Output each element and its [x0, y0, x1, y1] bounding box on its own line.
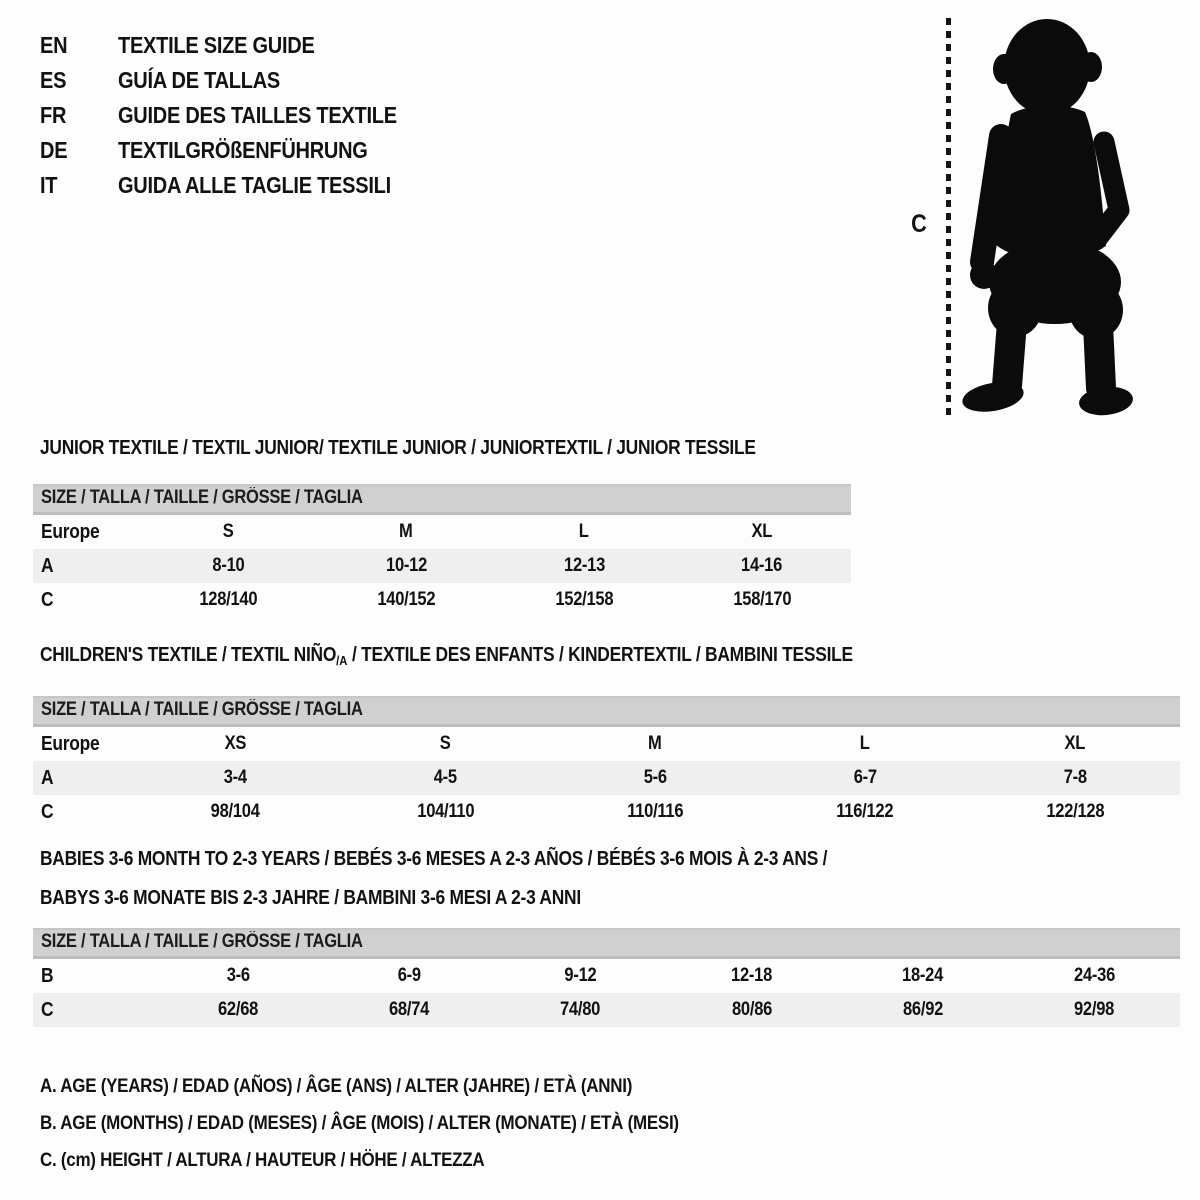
size-cell: 6-9 — [397, 965, 421, 986]
size-cell: 74/80 — [495, 993, 666, 1027]
size-cell: 10-12 — [317, 549, 495, 583]
children-section — [33, 645, 1180, 829]
table-row-b — [33, 958, 1180, 994]
row-label: C — [41, 588, 54, 611]
size-cell: 62/68 — [152, 993, 323, 1027]
size-cell: M — [399, 521, 413, 542]
babies-section-title-line1: BABIES 3-6 MONTH TO 2-3 YEARS / BEBÉS 3-6 MESES A 2-3 AÑOS / BÉBÉS 3-6 MOIS À 2-3 ANS / — [40, 848, 828, 870]
size-cell: 12-13 — [495, 549, 673, 583]
size-cell: 4-5 — [340, 761, 550, 795]
size-cell: 110/116 — [627, 801, 684, 822]
legend-line-a: A. AGE (YEARS) / EDAD (AÑOS) / ÂGE (ANS) / ALTER (JAHRE) / ETÀ (ANNI) — [40, 1075, 633, 1097]
row-label: B — [41, 964, 54, 987]
row-label: A — [33, 549, 139, 583]
size-cell: 68/74 — [324, 993, 495, 1027]
size-cell: L — [579, 521, 590, 542]
row-label: C — [33, 993, 152, 1027]
size-cell: 5-6 — [550, 761, 760, 795]
height-measure-label: C — [911, 210, 927, 238]
table-row-c — [33, 795, 1180, 829]
junior-section-title: JUNIOR TEXTILE / TEXTIL JUNIOR/ TEXTILE JUNIOR / JUNIORTEXTIL / JUNIOR TESSILE — [40, 437, 756, 459]
lang-row-en — [40, 28, 439, 63]
size-cell: 14-16 — [673, 549, 851, 583]
size-cell: 8-10 — [139, 549, 317, 583]
table-row-c — [33, 583, 851, 617]
size-cell: 12-18 — [731, 965, 773, 986]
size-cell: XL — [751, 521, 773, 542]
size-cell: 152/158 — [555, 589, 614, 610]
lang-row-fr — [40, 98, 439, 133]
lang-row-de — [40, 133, 439, 168]
toddler-silhouette — [955, 14, 1141, 420]
size-cell: 6-7 — [760, 761, 970, 795]
row-label: C — [41, 800, 54, 823]
table-header-row — [33, 696, 1180, 726]
size-cell: 104/110 — [416, 801, 474, 822]
size-cell: 18-24 — [902, 965, 944, 986]
table-header-row — [33, 928, 1180, 958]
lang-row-es — [40, 63, 439, 98]
lang-code: DE — [40, 137, 68, 163]
legend-line-c: C. (cm) HEIGHT / ALTURA / HAUTEUR / HÖHE / ALTEZZA — [40, 1149, 485, 1171]
lang-title: TEXTILGRÖßENFÜHRUNG — [118, 137, 368, 163]
size-cell: 9-12 — [564, 965, 597, 986]
size-cell: 122/128 — [1046, 801, 1104, 822]
size-cell: S — [222, 521, 234, 542]
size-cell: S — [439, 733, 451, 754]
lang-title: GUIDE DES TAILLES TEXTILE — [118, 102, 397, 128]
size-cell: 92/98 — [1009, 993, 1180, 1027]
size-cell: 24-36 — [1073, 965, 1115, 986]
table-row-c — [33, 993, 1180, 1027]
row-label: Europe — [41, 520, 100, 543]
table-row-europe — [33, 514, 851, 550]
size-header-cell: SIZE / TALLA / TAILLE / GRÖSSE / TAGLIA — [33, 696, 1180, 726]
lang-row-it — [40, 168, 439, 203]
size-cell: 3-6 — [226, 965, 250, 986]
children-size-table — [33, 696, 1180, 829]
babies-section — [33, 840, 1180, 1027]
junior-size-table — [33, 484, 851, 617]
size-cell: 98/104 — [210, 801, 260, 822]
table-header-row — [33, 484, 851, 514]
size-cell: 80/86 — [666, 993, 837, 1027]
junior-section — [33, 438, 851, 617]
size-cell: 128/140 — [199, 589, 258, 610]
row-label: A — [33, 761, 130, 795]
table-row-a — [33, 549, 851, 583]
children-section-title: CHILDREN'S TEXTILE / TEXTIL $NIÑO_{/A}$ / TEXTILE DES ENFANTS / KINDERTEXTIL / BAMBINI TESSILE — [40, 644, 853, 668]
lang-code: IT — [40, 172, 58, 198]
size-cell: XL — [1064, 733, 1086, 754]
size-cell: 116/122 — [836, 801, 894, 822]
lang-code: FR — [40, 102, 67, 128]
row-label: Europe — [41, 732, 100, 755]
size-cell: 158/170 — [733, 589, 791, 610]
table-row-europe — [33, 726, 1180, 762]
lang-code: EN — [40, 32, 68, 58]
height-measure-line — [946, 18, 951, 416]
size-cell: 86/92 — [837, 993, 1008, 1027]
size-header-cell: SIZE / TALLA / TAILLE / GRÖSSE / TAGLIA — [33, 928, 1180, 958]
size-cell: L — [860, 733, 871, 754]
size-cell: M — [648, 733, 662, 754]
lang-code: ES — [40, 67, 67, 93]
babies-size-table — [33, 928, 1180, 1027]
lang-title: TEXTILE SIZE GUIDE — [118, 32, 315, 58]
size-cell: 7-8 — [970, 761, 1180, 795]
babies-section-title-line2: BABYS 3-6 MONATE BIS 2-3 JAHRE / BAMBINI 3-6 MESI A 2-3 ANNI — [40, 887, 581, 909]
lang-title: GUIDA ALLE TAGLIE TESSILI — [118, 172, 391, 198]
lang-title: GUÍA DE TALLAS — [118, 67, 280, 93]
language-title-list — [40, 28, 439, 203]
size-cell: 140/152 — [377, 589, 436, 610]
size-header-cell: SIZE / TALLA / TAILLE / GRÖSSE / TAGLIA — [33, 484, 851, 514]
table-row-a — [33, 761, 1180, 795]
measurement-legend — [40, 1068, 774, 1179]
size-cell: XS — [224, 733, 247, 754]
legend-line-b: B. AGE (MONTHS) / EDAD (MESES) / ÂGE (MOIS) / ALTER (MONATE) / ETÀ (MESI) — [40, 1112, 679, 1134]
size-cell: 3-4 — [130, 761, 340, 795]
title-subscript: /A — [336, 653, 348, 668]
